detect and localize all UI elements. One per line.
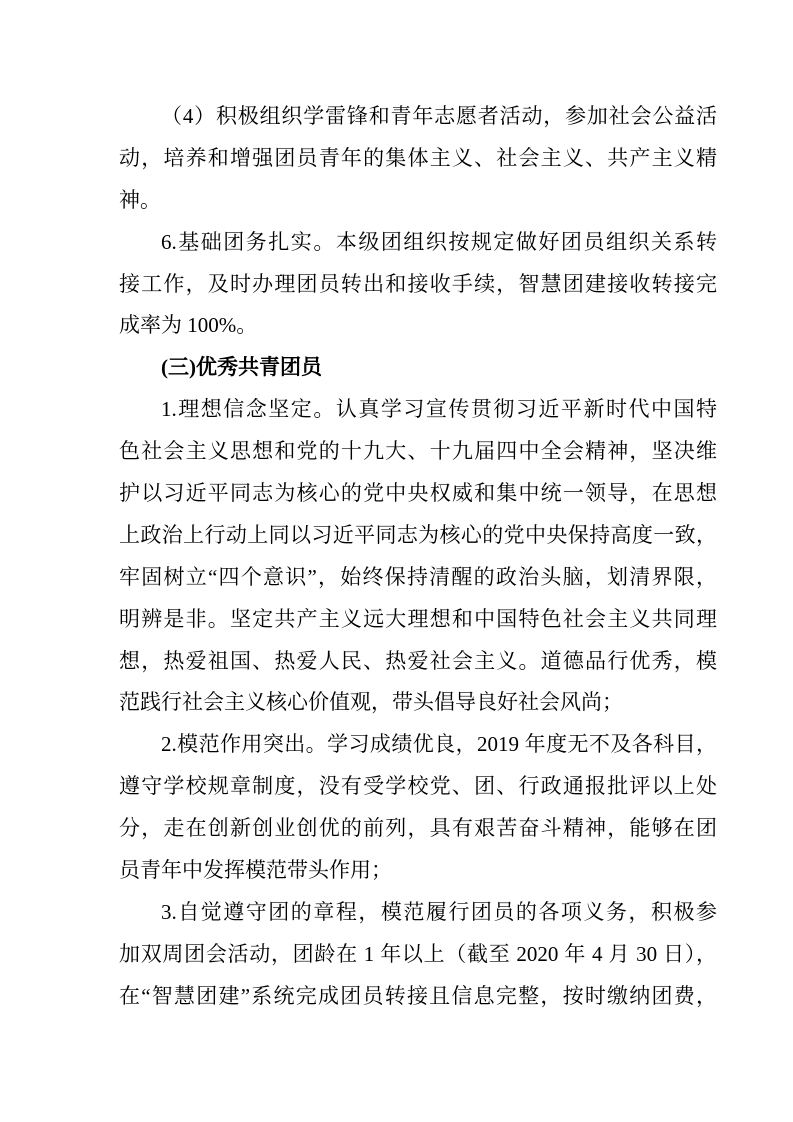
paragraph-line: 色社会主义思想和党的十九大、十九届四中全会精神，坚决维 bbox=[119, 439, 717, 464]
paragraph-ideals-belief bbox=[119, 389, 717, 724]
paragraph-line: 分，走在创新创业创优的前列，具有艰苦奋斗精神，能够在团 bbox=[119, 816, 717, 841]
paragraph-line: 明辨是非。坚定共产主义远大理想和中国特色社会主义共同理 bbox=[119, 606, 717, 631]
paragraph-charter-compliance bbox=[119, 892, 717, 1018]
paragraph-line: 神。 bbox=[119, 187, 161, 212]
paragraph-line: 接工作，及时办理团员转出和接收手续，智慧团建接收转接完 bbox=[119, 271, 717, 296]
paragraph-line: 加双周团会活动，团龄在 1 年以上（截至 2020 年 4 月 30 日）， bbox=[119, 941, 717, 966]
paragraph-line: 牢固树立“四个意识”，始终保持清醒的政治头脑，划清界限， bbox=[119, 564, 717, 589]
paragraph-line: 成率为 100%。 bbox=[119, 313, 258, 338]
paragraph-line: 3.自觉遵守团的章程，模范履行团员的各项义务，积极参 bbox=[161, 899, 717, 924]
paragraph-line: 6.基础团务扎实。本级团组织按规定做好团员组织关系转 bbox=[161, 229, 717, 254]
section-heading: (三)优秀共青团员 bbox=[161, 355, 322, 380]
paragraph-line: 1.理想信念坚定。认真学习宣传贯彻习近平新时代中国特 bbox=[161, 397, 717, 422]
paragraph-activities bbox=[119, 96, 717, 222]
paragraph-line: 遵守学校规章制度，没有受学校党、团、行政通报批评以上处 bbox=[119, 774, 717, 799]
paragraph-exemplary-role bbox=[119, 724, 717, 892]
paragraph-line: 上政治上行动上同以习近平同志为核心的党中央保持高度一致， bbox=[119, 522, 717, 547]
paragraph-line: 想，热爱祖国、热爱人民、热爱社会主义。道德品行优秀，模 bbox=[119, 648, 717, 673]
paragraph-line: 范践行社会主义核心价值观，带头倡导良好社会风尚； bbox=[119, 690, 623, 715]
paragraph-line: 在“智慧团建”系统完成团员转接且信息完整，按时缴纳团费， bbox=[119, 983, 717, 1008]
paragraph-line: （4）积极组织学雷锋和青年志愿者活动，参加社会公益活 bbox=[161, 104, 717, 128]
paragraph-line: 2.模范作用突出。学习成绩优良，2019 年度无不及各科目， bbox=[161, 732, 717, 757]
paragraph-league-affairs bbox=[119, 222, 717, 348]
paragraph-line: 员青年中发挥模范带头作用； bbox=[119, 858, 392, 883]
paragraph-line: 动，培养和增强团员青年的集体主义、社会主义、共产主义精 bbox=[119, 145, 717, 170]
paragraph-line: 护以习近平同志为核心的党中央权威和集中统一领导，在思想 bbox=[119, 481, 717, 506]
document-body bbox=[119, 96, 717, 1018]
